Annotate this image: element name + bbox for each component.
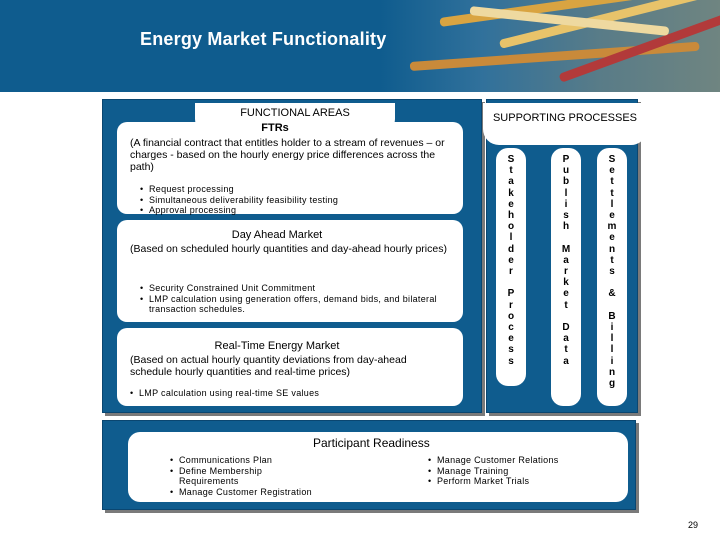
list-item: • Communications Plan [170, 455, 330, 466]
page-title: Energy Market Functionality [140, 29, 387, 49]
day-ahead-description: (Based on scheduled hourly quantities and day-ahead hourly prices) [130, 243, 447, 255]
ftr-bullet-list [140, 184, 450, 216]
list-item: • Manage Training [428, 466, 608, 477]
real-time-description: (Based on actual hourly quantity deviations from day-ahead schedule hourly quantities and real-time prices) [130, 354, 407, 378]
day-ahead-heading: Day Ahead Market [231, 229, 323, 241]
stakeholder-process-label: S t a k e h o l d e r P r o c e s s [507, 154, 515, 367]
ftr-heading: FTRs [261, 122, 289, 134]
list-item: • Request processing [140, 184, 450, 195]
pencils-photo [380, 0, 720, 92]
participant-readiness-left-list [170, 455, 330, 497]
participant-readiness-title: Participant Readiness [313, 436, 430, 450]
ftr-description: (A financial contract that entitles holder to a stream of revenues – or charges - based on the hourly energy price differences across the path) [130, 137, 445, 173]
day-ahead-bullet-list [140, 283, 455, 315]
real-time-heading: Real-Time Energy Market [214, 340, 340, 352]
list-item: • Manage Customer Relations [428, 455, 608, 466]
list-item: • LMP calculation using generation offers, demand bids, and bilateral transaction schedules. [140, 294, 455, 315]
list-item: • Security Constrained Unit Commitment [140, 283, 455, 294]
list-item: • Perform Market Trials [428, 476, 608, 487]
list-item: • Define Membership Requirements [170, 466, 279, 487]
participant-readiness-right-list [428, 455, 608, 487]
functional-areas-label: FUNCTIONAL AREAS [240, 107, 350, 119]
list-item: • Simultaneous deliverability feasibility testing [140, 195, 450, 206]
page-number: 29 [688, 520, 699, 530]
settlements-billing-label: S e t t l e m e n t s & B i l l i n g [607, 154, 617, 390]
list-item: • Approval processing [140, 205, 450, 216]
list-item: • Manage Customer Registration [170, 487, 330, 498]
real-time-bullet-list [130, 388, 450, 399]
list-item: • LMP calculation using real-time SE values [130, 388, 450, 399]
supporting-processes-label: SUPPORTING PROCESSES [492, 112, 638, 124]
publish-market-data-label: P u b l i s h M a r k e t D a t a [561, 154, 571, 367]
